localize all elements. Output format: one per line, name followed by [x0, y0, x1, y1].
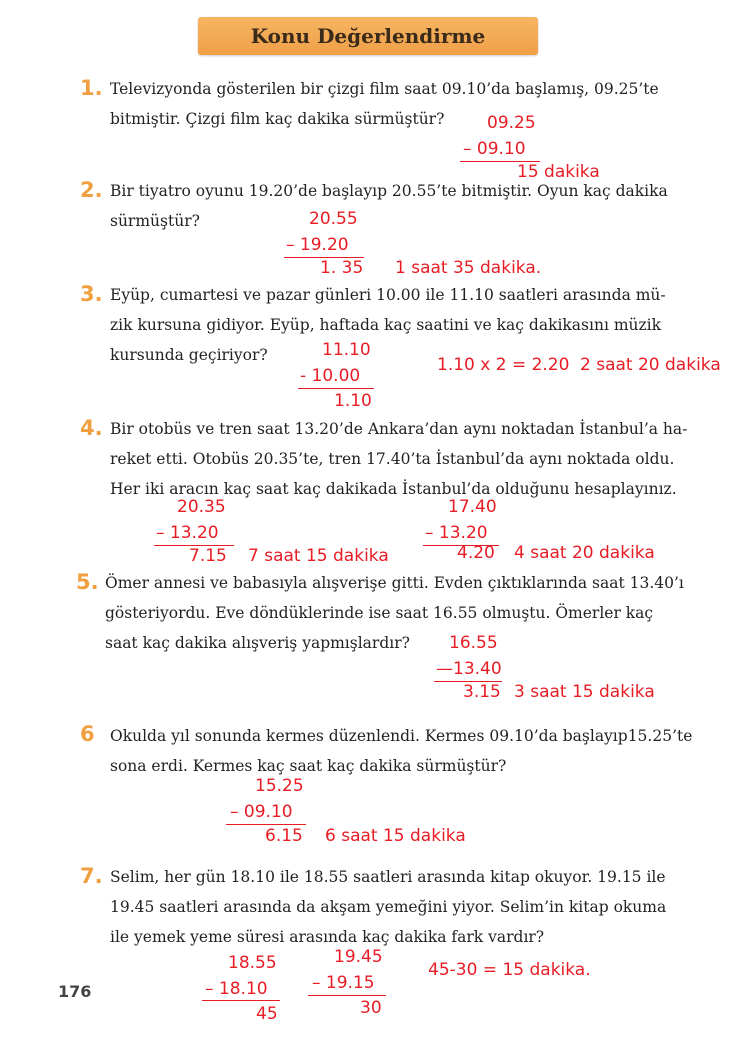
answer-2-note: 1 saat 35 dakika. [395, 258, 542, 278]
answer-2-sub: – 19.20 [286, 235, 349, 255]
answer-2-top: 20.55 [309, 209, 358, 229]
question-6-line-2: sona erdi. Kermes kaç saat kaç dakika sürmüştür? [110, 757, 507, 775]
answer-4a-sub: – 13.20 [156, 523, 219, 543]
question-number-1: 1. [80, 76, 103, 100]
question-4 [110, 414, 687, 504]
answer-7b-top: 19.45 [334, 947, 383, 967]
answer-1-result: 15 dakika [517, 162, 600, 182]
answer-1-sub: – 09.10 [463, 139, 526, 159]
answer-7a-sub: – 18.10 [205, 979, 268, 999]
question-number-4: 4. [80, 416, 103, 440]
question-7-line-3: ile yemek yeme süresi arasında kaç dakika fark vardır? [110, 928, 545, 946]
question-7 [110, 862, 666, 952]
page-number: 176 [58, 982, 92, 1001]
answer-3-line [298, 388, 374, 389]
question-7-line-2: 19.45 saatleri arasında da akşam yemeğini yiyor. Selim’in kitap okuma [110, 898, 667, 916]
answer-5-result: 3.15 [463, 682, 501, 702]
question-5-line-1: Ömer annesi ve babasıyla alışverişe gitti. Evden çıktıklarında saat 13.40’ı [105, 574, 684, 592]
answer-3-note: 1.10 x 2 = 2.20 [437, 355, 570, 375]
question-number-2: 2. [80, 178, 103, 202]
answer-4a-note: 7 saat 15 dakika [248, 546, 389, 566]
answer-6-sub: – 09.10 [230, 802, 293, 822]
answer-7b-sub: – 19.15 [312, 973, 375, 993]
answer-6-top: 15.25 [255, 776, 304, 796]
answer-4b-top: 17.40 [448, 497, 497, 517]
answer-3-result: 1.10 [334, 391, 372, 411]
answer-7b-line [308, 995, 386, 996]
question-1-line-2: bitmiştir. Çizgi film kaç dakika sürmüştür? [110, 110, 445, 128]
question-6 [110, 721, 692, 781]
answer-3-note-2: 2 saat 20 dakika [580, 355, 721, 375]
answer-4a-result: 7.15 [189, 546, 227, 566]
answer-5-note: 3 saat 15 dakika [514, 682, 655, 702]
answer-3-sub: - 10.00 [300, 366, 361, 386]
question-3-line-3: kursunda geçiriyor? [110, 346, 268, 364]
answer-4b-sub: – 13.20 [425, 523, 488, 543]
answer-6-result: 6.15 [265, 826, 303, 846]
question-4-line-3: Her iki aracın kaç saat kaç dakikada İstanbul’da olduğunu hesaplayınız. [110, 480, 677, 498]
question-5-line-2: gösteriyordu. Eve döndüklerinde ise saat 16.55 olmuştu. Ömerler kaç [105, 604, 654, 622]
question-3-line-1: Eyüp, cumartesi ve pazar günleri 10.00 ile 11.10 saatleri arasında mü- [110, 286, 666, 304]
question-5-line-3: saat kaç dakika alışveriş yapmışlardır? [105, 634, 410, 652]
answer-7b-result: 30 [360, 998, 382, 1018]
answer-4b-note: 4 saat 20 dakika [514, 543, 655, 563]
question-2 [110, 176, 668, 236]
answer-6-note: 6 saat 15 dakika [325, 826, 466, 846]
answer-5-top: 16.55 [449, 633, 498, 653]
answer-7a-result: 45 [256, 1004, 278, 1024]
question-2-line-1: Bir tiyatro oyunu 19.20’de başlayıp 20.55’te bitmiştir. Oyun kaç dakika [110, 182, 668, 200]
answer-7a-top: 18.55 [228, 953, 277, 973]
question-number-6: 6 [80, 722, 95, 746]
question-4-line-1: Bir otobüs ve tren saat 13.20’de Ankara’dan aynı noktadan İstanbul’a ha- [110, 420, 688, 438]
title-banner [198, 17, 538, 55]
question-number-3: 3. [80, 282, 103, 306]
question-4-line-2: reket etti. Otobüs 20.35’te, tren 17.40’ta İstanbul’da aynı noktada oldu. [110, 450, 675, 468]
question-number-7: 7. [80, 864, 103, 888]
question-3-line-2: zik kursuna gidiyor. Eyüp, haftada kaç saatini ve kaç dakikasını müzik [110, 316, 662, 334]
answer-3-top: 11.10 [322, 340, 371, 360]
answer-4b-result: 4.20 [457, 543, 495, 563]
question-1-line-1: Televizyonda gösterilen bir çizgi film saat 09.10’da başlamış, 09.25’te [110, 80, 659, 98]
question-6-line-1: Okulda yıl sonunda kermes düzenlendi. Kermes 09.10’da başlayıp15.25’te [110, 727, 693, 745]
answer-7a-line [202, 1000, 280, 1001]
question-number-5: 5. [76, 570, 99, 594]
answer-4a-top: 20.35 [177, 497, 226, 517]
question-7-line-1: Selim, her gün 18.10 ile 18.55 saatleri arasında kitap okuyor. 19.15 ile [110, 868, 666, 886]
page-title: Konu Değerlendirme [250, 24, 486, 48]
answer-5-sub: —13.40 [436, 659, 502, 679]
answer-6-line [226, 824, 306, 825]
question-5 [105, 568, 684, 658]
answer-7-note: 45-30 = 15 dakika. [428, 960, 591, 980]
question-2-line-2: sürmüştür? [110, 212, 200, 230]
answer-2-result: 1. 35 [320, 258, 364, 278]
question-1 [110, 74, 659, 134]
answer-1-top: 09.25 [487, 113, 536, 133]
